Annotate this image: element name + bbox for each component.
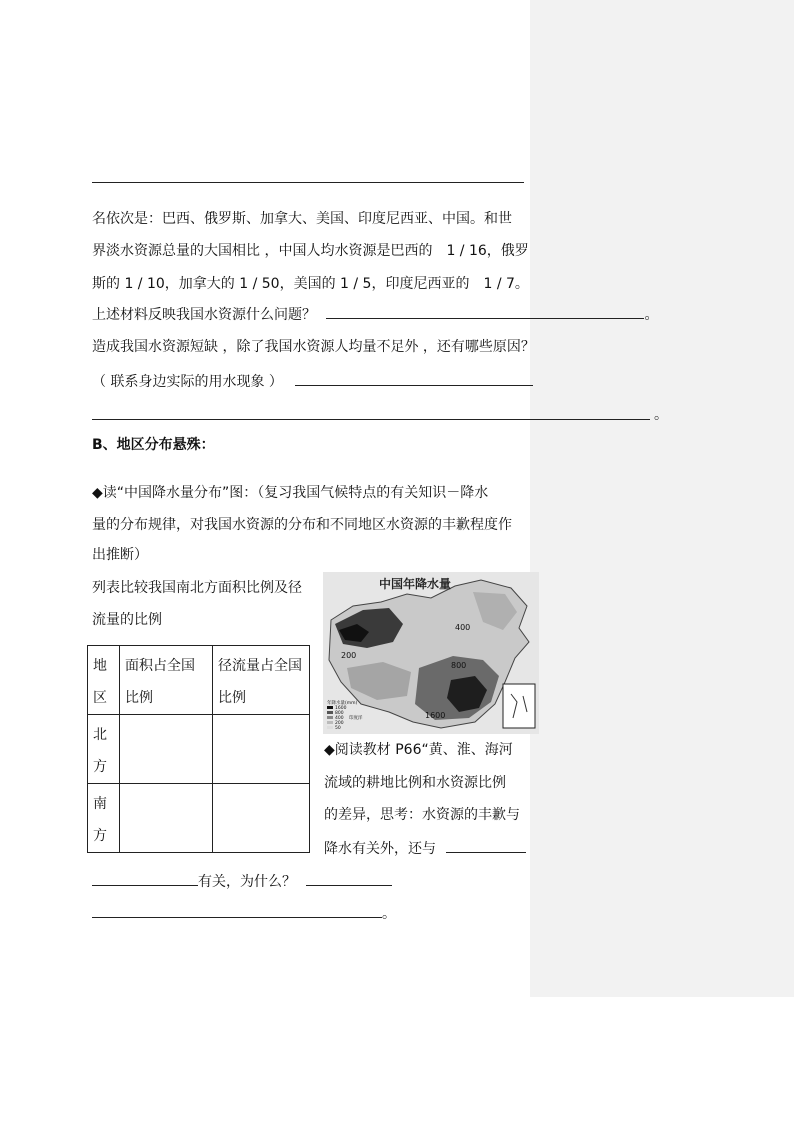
isohyet-label-200: 200 [341, 651, 357, 660]
legend-title: 年降水量(mm) [327, 701, 358, 706]
question-line-2: 造成我国水资源短缺 ，除了我国水资源人均量不足外 ，还有哪些原因？ [92, 339, 535, 355]
legend-label-3: 400 [335, 716, 344, 721]
instruction-line-3: 出推断） [92, 547, 148, 563]
answer-blank-4[interactable] [446, 838, 526, 853]
isohyet-label-800: 800 [451, 661, 467, 670]
legend-label-5: 50 [335, 726, 341, 731]
answer-blank-1[interactable] [326, 304, 644, 319]
cell-runoff-north[interactable] [213, 715, 310, 784]
answer-blank-7[interactable] [92, 903, 382, 918]
cell-area-south[interactable] [120, 784, 213, 853]
legend-swatch-4 [327, 721, 333, 724]
header-runoff-ratio: 径流量占全国比例 [213, 646, 310, 715]
bottom-answer-line: 。 [92, 903, 396, 924]
comparison-table [87, 645, 310, 853]
top-rule [92, 182, 524, 183]
legend-label-4: 200 [335, 721, 344, 726]
paragraph-line-2: 界淡水资源总量的大国相比 ，中国人均水资源是巴西的 1 / 16，俄罗 [92, 243, 529, 259]
paragraph-line-3: 斯的 1 / 10，加拿大的 1 / 50，美国的 1 / 5，印度尼西亚的 1 / 7。 [92, 276, 529, 292]
paragraph-line-1: 名依次是：巴西、俄罗斯、加拿大、美国、印度尼西亚、中国。和世 [92, 211, 512, 227]
question-line-1: 上述材料反映我国水资源什么问题？ 。 [92, 304, 658, 325]
reading-line-4: 降水有关外，还与 [324, 838, 526, 859]
reading-line-1: ◆阅读教材 P66“黄、淮、海河 [324, 742, 513, 758]
answer-blank-3[interactable] [92, 419, 650, 420]
table-row-north [88, 715, 310, 784]
comment-margin [530, 0, 794, 997]
isohyet-label-1600: 1600 [425, 711, 446, 720]
section-heading: B、地区分布悬殊： [92, 437, 215, 453]
legend-swatch-2 [327, 711, 333, 714]
inset-frame [503, 684, 535, 728]
legend-label-1: 1600 [335, 706, 347, 711]
question-line-3: （ 联系身边实际的用水现象 ） [92, 371, 533, 392]
legend-swatch-5 [327, 726, 333, 729]
cell-region-north: 北方 [88, 715, 120, 784]
bottom-question-line: 有关，为什么？ [92, 871, 392, 892]
map-title: 中国年降水量 [379, 577, 452, 591]
legend-label-2: 800 [335, 711, 344, 716]
legend-swatch-3 [327, 716, 333, 719]
cell-region-south: 南方 [88, 784, 120, 853]
legend-swatch-1 [327, 706, 333, 709]
table-intro-line-1: 列表比较我国南北方面积比例及径 [92, 580, 302, 596]
table-intro-line-2: 流量的比例 [92, 612, 162, 628]
cell-runoff-south[interactable] [213, 784, 310, 853]
instruction-line-2: 量的分布规律，对我国水资源的分布和不同地区水资源的丰歉程度作 [92, 517, 512, 533]
reading-line-3: 的差异，思考：水资源的丰歉与 [324, 807, 520, 823]
instruction-line-1: ◆读“中国降水量分布”图：（复习我国气候特点的有关知识－降水 [92, 485, 489, 501]
answer-end-mark: 。 [654, 407, 668, 423]
header-area-ratio: 面积占全国比例 [120, 646, 213, 715]
answer-blank-5[interactable] [92, 871, 198, 886]
table-header-row [88, 646, 310, 715]
table-row-south [88, 784, 310, 853]
answer-blank-6[interactable] [306, 871, 392, 886]
precipitation-map [323, 572, 539, 734]
isohyet-label-400: 400 [455, 623, 471, 632]
header-region: 地区 [88, 646, 120, 715]
cell-area-north[interactable] [120, 715, 213, 784]
legend-sea-label: 印度洋 [349, 716, 363, 721]
answer-blank-2[interactable] [295, 371, 533, 386]
reading-line-2: 流域的耕地比例和水资源比例 [324, 775, 506, 791]
